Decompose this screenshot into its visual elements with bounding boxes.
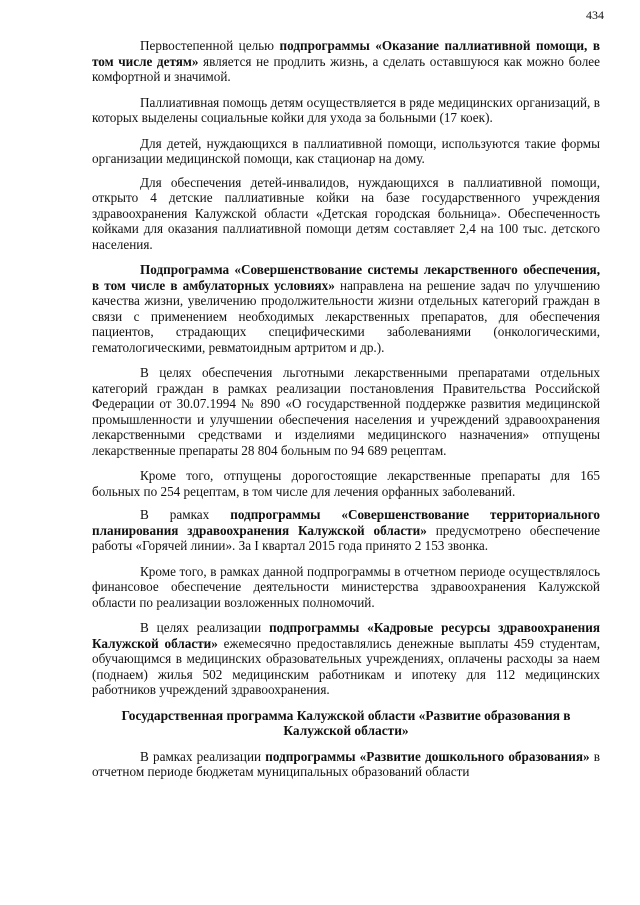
text-run: Первостепенной целью <box>140 38 280 53</box>
text-run: В рамках реализации <box>140 748 266 764</box>
text-run: В рамках <box>140 507 231 522</box>
paragraph-palliative-beds: Паллиативная помощь детям осуществляется в ряде медицинских организаций, в которых выделены социальные койки для ухода за больными (17 коек). <box>92 94 600 125</box>
paragraph-territorial-planning <box>92 507 600 554</box>
text-run: в отчетном периоде бюджетам муниципальных образований области <box>92 748 601 779</box>
paragraph-ministry-funding: Кроме того, в рамках данной подпрограммы в отчетном периоде осуществлялось финансовое обеспечение деятельности министерства здравоохранения Калужской области по реализации возложенных полномочий. <box>92 563 600 610</box>
paragraph-palliative-goal <box>92 38 600 85</box>
paragraph-preschool <box>92 749 600 780</box>
subprogram-name: подпрограммы «Совершенствование территориального планирования здравоохранения Калужской области» <box>92 507 600 538</box>
text-run: является не продлить жизнь, а сделать оставшуюся как можно более комфортной и значимой. <box>92 53 601 84</box>
page-number: 434 <box>586 8 604 22</box>
paragraph-drug-supply <box>92 262 600 355</box>
subprogram-name: подпрограммы «Кадровые ресурсы здравоохранения Калужской области» <box>92 620 600 651</box>
paragraph-expensive-drugs: Кроме того, отпущены дорогостоящие лекарственные препараты для 165 больных по 254 рецептам, в том числе для лечения орфанных заболеваний. <box>92 468 600 499</box>
text-run: В целях реализации <box>140 620 270 635</box>
paragraph-personnel <box>92 620 600 698</box>
section-heading: Государственная программа Калужской области «Развитие образования в Калужской области» <box>121 707 571 738</box>
subprogram-name: подпрограммы «Развитие дошкольного образования» <box>265 748 590 764</box>
text-run: ежемесячно предоставлялись денежные выплаты 459 студентам, обучающимся в медицинских образовательных учреждениях, оплачены расходы за наем (поднаем) жилья 502 медицинским работникам и ипотеку для 112 медицинских работников учреждений здравоохранения. <box>92 635 600 697</box>
text-run: предусмотрено обеспечение работы «Горячей линии». За I квартал 2015 года принято 2 153 звонка. <box>92 522 600 553</box>
subprogram-name: Подпрограмма «Совершенствование системы лекарственного обеспечения, в том числе в амбулаторных условиях» <box>92 262 600 293</box>
paragraph-disabled-children: Для обеспечения детей-инвалидов, нуждающихся в паллиативной помощи, открыто 4 детские паллиативные койки на базе государственного учреждения здравоохранения Калужской области «Детская городская больница». Обеспеченность койками для оказания паллиативной помощи детям составляет 2,4 на 100 тыс. детского населения. <box>92 174 600 252</box>
subprogram-name: подпрограммы «Оказание паллиативной помощи, в том числе детям» <box>92 38 600 69</box>
paragraph-preferential-drugs: В целях обеспечения льготными лекарственными препаратами отдельных категорий граждан в рамках реализации постановления Правительства Российской Федерации от 30.07.1994 № 890 «О государственной поддержке развития медицинской промышленности и улучшении обеспечения населения и учреждений здравоохранения лекарственными средствами и изделиями медицинского назначения» отпущены лекарственные препараты 28 804 больным по 94 689 рецептам. <box>92 365 600 458</box>
text-run: направлена на решение задач по улучшению качества жизни, увеличению продолжительности жизни отдельных категорий граждан в связи с применением необходимых лекарственных препаратов, для обеспечения пациентов, страдающих специфическими заболеваниями (онкологическими, гематологическими, ревматоидным артритом и др.). <box>92 277 600 355</box>
paragraph-home-hospital: Для детей, нуждающихся в паллиативной помощи, используются такие формы организации медицинской помощи, как стационар на дому. <box>92 135 600 166</box>
